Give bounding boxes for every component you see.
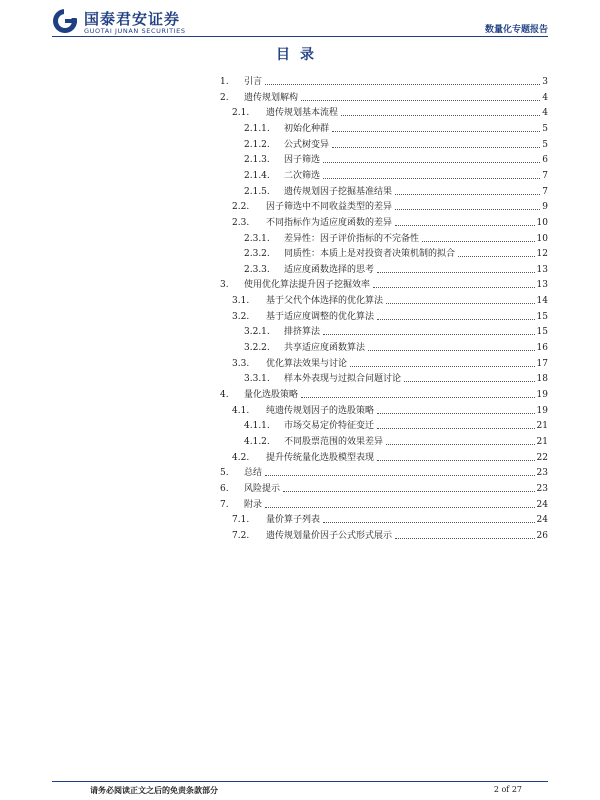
- toc-entry-number: 1.: [220, 77, 229, 87]
- toc-entry-title: 遗传规划因子挖掘基准结果: [284, 186, 393, 197]
- toc-entry-title: 附录: [244, 499, 263, 510]
- toc-dot-leader: [350, 366, 535, 367]
- toc-entry-number: 2.3.3.: [244, 264, 270, 275]
- toc-dot-leader: [458, 256, 535, 257]
- toc-entry-title: 因子筛选中不同收益类型的差异: [266, 202, 393, 213]
- toc-entry-page: 22: [536, 452, 548, 463]
- toc-dot-leader: [377, 319, 535, 320]
- toc-entry-number: 4.1.2.: [244, 436, 270, 447]
- footer-divider: [52, 781, 548, 782]
- toc-entry-number: 7.: [220, 499, 229, 510]
- toc-entry[interactable]: [232, 526, 548, 541]
- toc-entry-number: 3.1.: [232, 296, 250, 307]
- toc-entry-page: 14: [536, 296, 548, 307]
- report-type-label: 数量化专题报告: [484, 25, 548, 35]
- toc-entry[interactable]: [220, 72, 548, 87]
- toc-entry-title: 遗传规划解构: [244, 92, 299, 103]
- toc-entry-page: 18: [536, 374, 548, 385]
- toc-entry-number: 6.: [220, 483, 229, 494]
- toc-entry[interactable]: [244, 135, 548, 150]
- toc-entry-title: 量价算子列表: [266, 515, 321, 526]
- toc-entry-title: 公式树变异: [284, 139, 330, 150]
- toc-entry[interactable]: [232, 103, 548, 118]
- toc-dot-leader: [323, 334, 535, 335]
- toc-entry-number: 2.3.2.: [244, 249, 270, 260]
- toc-entry[interactable]: [244, 322, 548, 337]
- page-indicator: 2 of 27: [493, 785, 522, 794]
- toc-entry-page: 26: [536, 530, 548, 541]
- toc-entry[interactable]: [232, 213, 548, 228]
- toc-dot-leader: [377, 428, 535, 429]
- toc-entry[interactable]: [244, 369, 548, 384]
- toc-entry-title: 遗传规划量价因子公式形式展示: [266, 530, 393, 541]
- toc-entry[interactable]: [244, 150, 548, 165]
- toc-entry-page: 17: [536, 358, 548, 369]
- toc-dot-leader: [395, 194, 540, 195]
- toc-entry-number: 4.1.1.: [244, 421, 270, 432]
- toc-entry-number: 3.2.1.: [244, 327, 270, 338]
- toc-entry-page: 24: [536, 515, 548, 526]
- toc-entry[interactable]: [220, 385, 548, 400]
- toc-entry-title: 风险提示: [244, 483, 281, 494]
- company-logo-icon: [52, 8, 78, 34]
- header-divider: [52, 36, 548, 37]
- toc-dot-leader: [332, 131, 540, 132]
- toc-entry-page: 24: [536, 499, 548, 510]
- toc-dot-leader: [386, 444, 535, 445]
- toc-entry-number: 7.2.: [232, 530, 250, 541]
- toc-entry-page: 15: [536, 311, 548, 322]
- toc-entry-page: 5: [542, 139, 548, 150]
- toc-entry[interactable]: [244, 244, 548, 259]
- toc-dot-leader: [386, 303, 535, 304]
- toc-entry-title: 市场交易定价特征变迁: [284, 421, 375, 432]
- toc-entry-page: 4: [542, 92, 548, 103]
- toc-entry-title: 总结: [244, 468, 263, 479]
- toc-dot-leader: [404, 381, 535, 382]
- toc-entry-page: 23: [536, 468, 548, 479]
- toc-dot-leader: [377, 413, 535, 414]
- toc-entry-number: 7.1.: [232, 515, 250, 526]
- toc-entry-title: 纯遗传规划因子的选股策略: [266, 405, 375, 416]
- toc-entry[interactable]: [244, 416, 548, 431]
- toc-entry-title: 排挤算法: [284, 327, 321, 338]
- logo-english-name: GUOTAI JUNAN SECURITIES: [84, 27, 186, 35]
- toc-entry-number: 2.3.1.: [244, 233, 270, 244]
- toc-entry-title: 遗传规划基本流程: [266, 108, 339, 119]
- toc-entry-page: 6: [542, 155, 548, 166]
- toc-entry-page: 16: [536, 343, 548, 354]
- toc-dot-leader: [323, 162, 540, 163]
- toc-entry-page: 10: [536, 233, 548, 244]
- toc-entry[interactable]: [232, 354, 548, 369]
- toc-entry-page: 4: [542, 108, 548, 119]
- toc-dot-leader: [265, 84, 540, 85]
- toc-entry[interactable]: [244, 260, 548, 275]
- toc-dot-leader: [377, 272, 535, 273]
- toc-dot-leader: [395, 225, 535, 226]
- logo-chinese-name: 国泰君安证券: [84, 10, 181, 28]
- toc-entry-page: 21: [536, 436, 548, 447]
- toc-entry-number: 4.1.: [232, 405, 250, 416]
- toc-dot-leader: [332, 147, 540, 148]
- toc-dot-leader: [341, 115, 540, 116]
- toc-entry[interactable]: [244, 432, 548, 447]
- toc-entry-number: 5.: [220, 468, 229, 479]
- toc-entry-title: 因子筛选: [284, 155, 321, 166]
- toc-entry-number: 3.2.2.: [244, 343, 270, 354]
- toc-entry-number: 2.3.: [232, 217, 250, 228]
- toc-entry[interactable]: [220, 88, 548, 103]
- toc-entry-number: 3.3.1.: [244, 374, 270, 385]
- toc-entry[interactable]: [220, 495, 548, 510]
- toc-dot-leader: [377, 460, 535, 461]
- toc-dot-leader: [395, 209, 540, 210]
- toc-entry-title: 同质性：本质上是对投资者决策机制的拟合: [284, 249, 456, 260]
- toc-entry-number: 2.1.1.: [244, 123, 270, 134]
- toc-entry-title: 使用优化算法提升因子挖掘效率: [244, 280, 371, 291]
- toc-entry-number: 2.1.2.: [244, 139, 270, 150]
- toc-title: 目录: [276, 47, 324, 63]
- toc-dot-leader: [265, 475, 535, 476]
- toc-entry-title: 量化选股策略: [244, 390, 299, 400]
- toc-entry-title: 优化算法效果与讨论: [266, 358, 348, 369]
- toc-entry-number: 2.1.4.: [244, 170, 270, 181]
- toc-entry-page: 5: [542, 123, 548, 134]
- toc-entry[interactable]: [232, 448, 548, 463]
- toc-dot-leader: [323, 178, 540, 179]
- toc-entry-title: 不同指标作为适应度函数的差异: [266, 217, 393, 228]
- toc-dot-leader: [395, 538, 535, 539]
- toc-entry-number: 4.: [220, 390, 229, 400]
- toc-entry-page: 21: [536, 421, 548, 432]
- toc-entry-number: 2.1.: [232, 108, 250, 119]
- toc-entry-title: 适应度函数选择的思考: [284, 264, 375, 275]
- toc-entry-number: 2.1.5.: [244, 186, 270, 197]
- toc-entry-page: 15: [536, 327, 548, 338]
- toc-entry-number: 2.2.: [232, 202, 250, 213]
- toc-dot-leader: [301, 100, 540, 101]
- toc-entry-page: 10: [536, 217, 548, 228]
- toc-entry[interactable]: [244, 338, 548, 353]
- toc-dot-leader: [301, 397, 535, 398]
- toc-entry-title: 共享适应度函数算法: [284, 343, 366, 354]
- toc-entry-title: 初始化种群: [284, 123, 330, 134]
- footer-disclaimer: 请务必阅读正文之后的免责条款部分: [90, 786, 218, 795]
- toc-entry-title: 基于适应度调整的优化算法: [266, 311, 375, 322]
- toc-dot-leader: [368, 350, 535, 351]
- toc-entry-number: 4.2.: [232, 452, 250, 463]
- toc-entry[interactable]: [232, 197, 548, 212]
- toc-entry[interactable]: [244, 166, 548, 181]
- toc-entry[interactable]: [232, 401, 548, 416]
- toc-entry-number: 3.: [220, 280, 229, 291]
- toc-dot-leader: [283, 491, 535, 492]
- toc-entry-page: 9: [542, 202, 548, 213]
- toc-entry-number: 3.3.: [232, 358, 250, 369]
- toc-entry-title: 二次筛选: [284, 170, 321, 181]
- toc-entry-page: 23: [536, 483, 548, 494]
- toc-entry-page: 13: [536, 280, 548, 291]
- toc-entry[interactable]: [220, 275, 548, 290]
- toc-entry-page: 7: [542, 170, 548, 181]
- toc-entry[interactable]: [232, 291, 548, 306]
- toc-entry-title: 提升传统量化选股模型表现: [266, 452, 375, 463]
- toc-entry[interactable]: [244, 119, 548, 134]
- toc-entry-page: 13: [536, 264, 548, 275]
- toc-entry[interactable]: [232, 510, 548, 525]
- toc-entry-title: 不同股票范围的效果差异: [284, 436, 384, 447]
- toc-entry-number: 2.: [220, 92, 229, 103]
- toc-entry-number: 3.2.: [232, 311, 250, 322]
- toc-entry-title: 引言: [244, 77, 263, 87]
- toc-dot-leader: [265, 507, 535, 508]
- toc-entry[interactable]: [220, 479, 548, 494]
- toc-entry[interactable]: [244, 182, 548, 197]
- toc-dot-leader: [373, 287, 535, 288]
- toc-entry-page: 12: [536, 249, 548, 260]
- toc-entry-number: 2.1.3.: [244, 155, 270, 166]
- company-logo: [52, 8, 222, 36]
- toc-entry-title: 差异性：因子评价指标的不完备性: [284, 233, 420, 244]
- toc-entry-page: 19: [536, 405, 548, 416]
- toc-dot-leader: [323, 522, 535, 523]
- toc-dot-leader: [422, 241, 535, 242]
- toc-entry-page: 3: [542, 77, 548, 87]
- toc-entry-page: 7: [542, 186, 548, 197]
- toc-entry[interactable]: [232, 307, 548, 322]
- toc-entry[interactable]: [220, 463, 548, 478]
- page-header: [0, 0, 600, 40]
- toc-entry-title: 基于父代个体选择的优化算法: [266, 296, 384, 307]
- toc-entry-title: 样本外表现与过拟合问题讨论: [284, 374, 402, 385]
- toc-entry[interactable]: [244, 229, 548, 244]
- toc-entry-page: 19: [536, 390, 548, 400]
